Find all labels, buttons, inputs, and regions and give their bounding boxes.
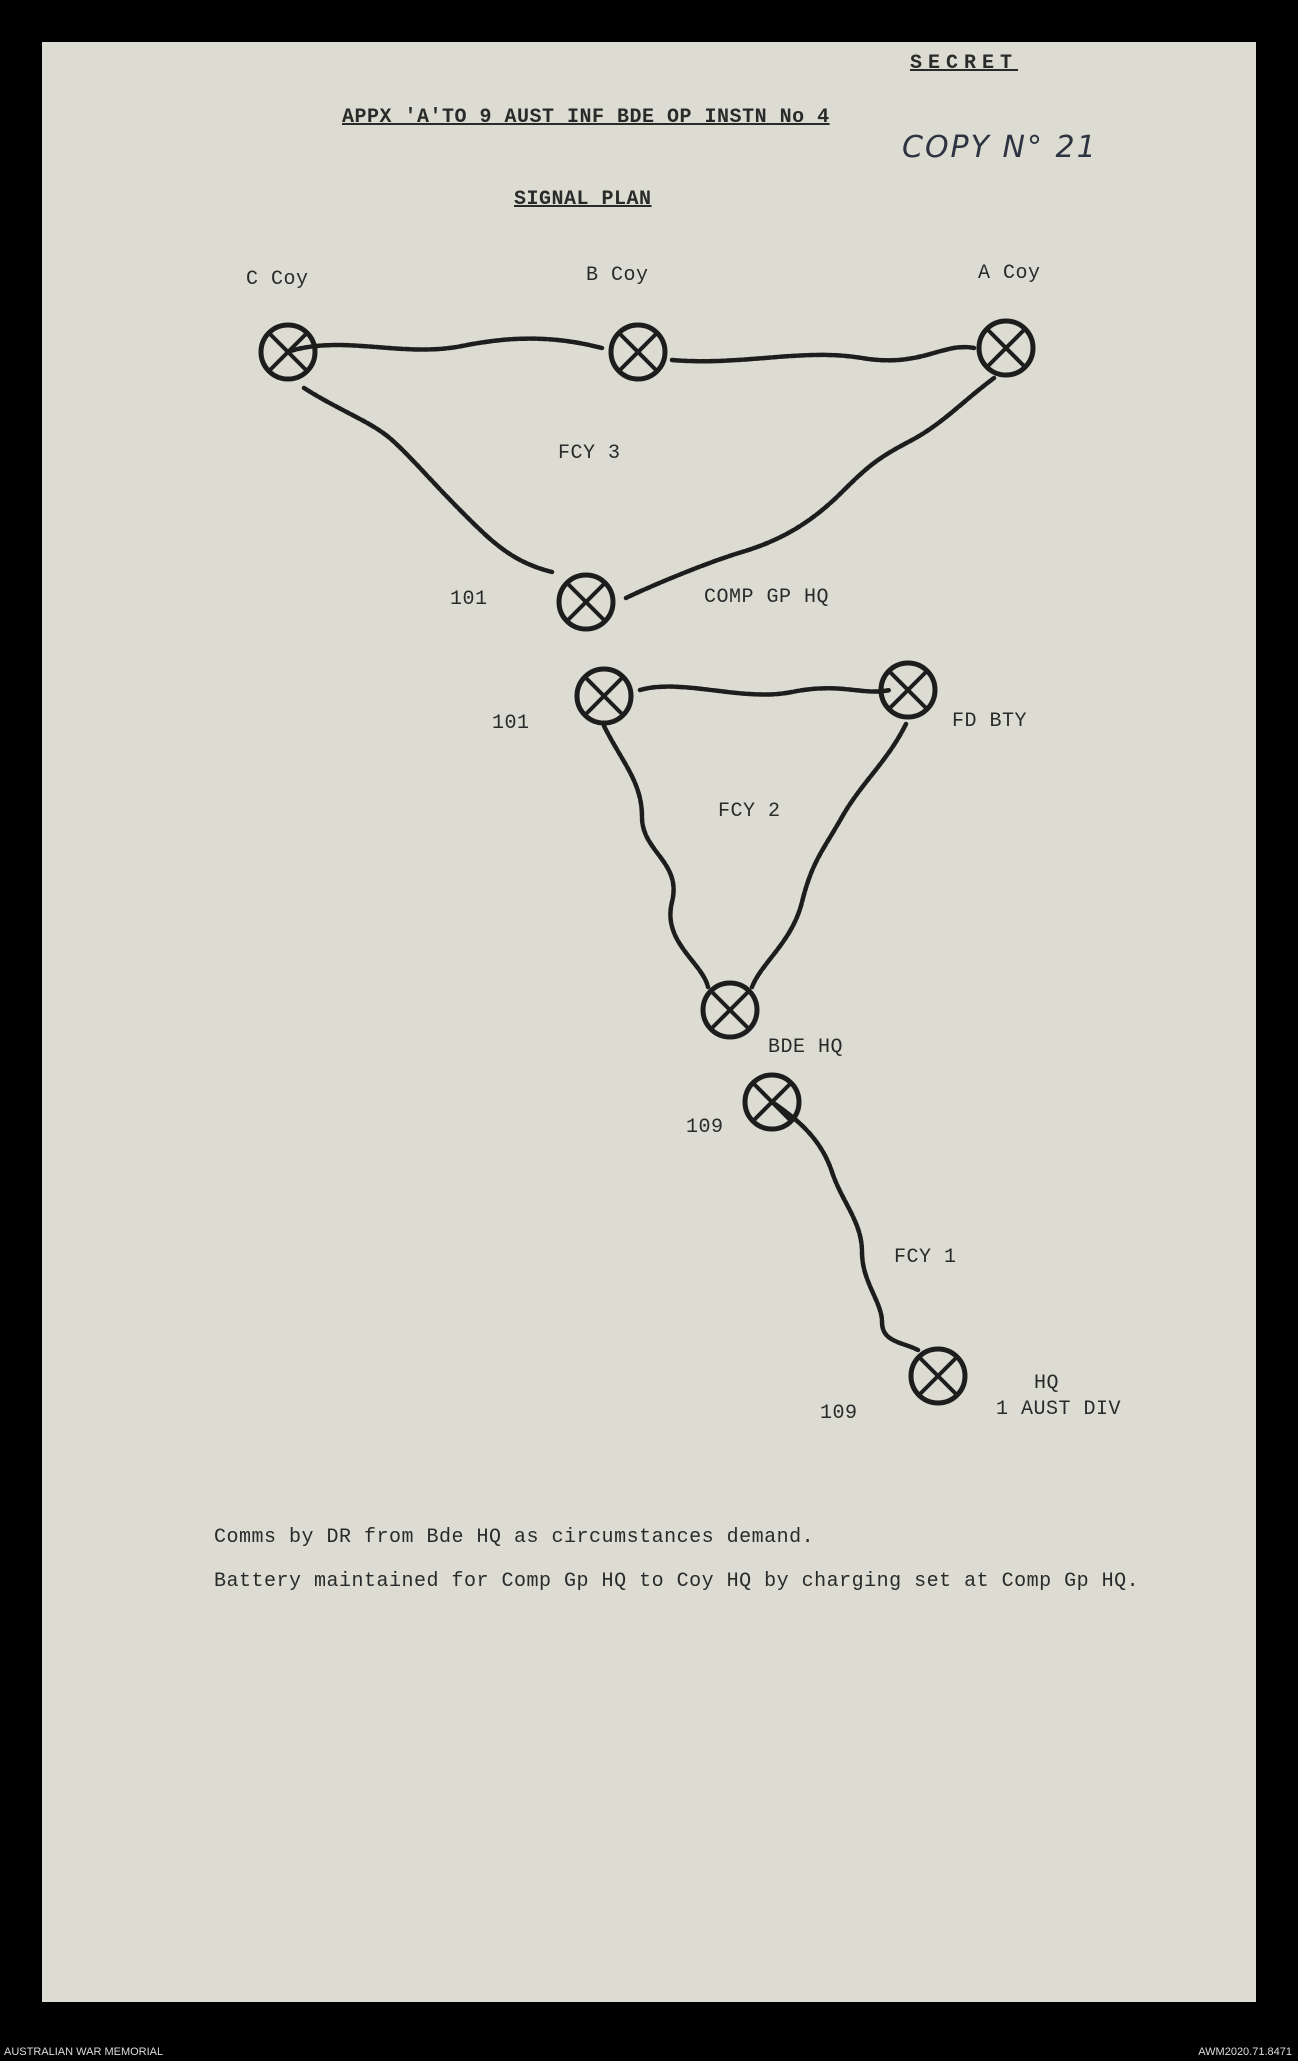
note-battery-maintained: Battery maintained for Comp Gp HQ to Coy HQ by charging set at Comp Gp HQ.	[214, 1570, 1140, 1593]
wire-b-coy-a-coy	[672, 347, 974, 361]
label-set-101-net3: 101	[450, 588, 488, 611]
signal-plan-diagram	[42, 42, 1256, 2002]
wire-c-coy-b-coy	[287, 339, 602, 352]
label-set-101-net2: 101	[492, 712, 530, 735]
wire-a-coy-comp-gp	[626, 378, 994, 598]
label-bde-hq: BDE HQ	[768, 1036, 844, 1059]
signal-plan-heading: SIGNAL PLAN	[514, 188, 652, 211]
wire-101-bde-hq	[604, 726, 708, 987]
label-div-hq: HQ	[1034, 1372, 1060, 1395]
radio-node-set-109-icon	[745, 1075, 799, 1129]
wire-101-fd-bty	[640, 687, 890, 695]
radio-node-comp-gp-hq-icon	[559, 575, 613, 629]
label-a-coy: A Coy	[978, 262, 1041, 285]
wire-fd-bty-bde-hq	[752, 724, 906, 987]
label-fcy-2: FCY 2	[718, 800, 781, 823]
footer-institution: AUSTRALIAN WAR MEMORIAL	[4, 2046, 164, 2058]
label-set-109-bottom: 109	[820, 1402, 858, 1425]
radio-node-a-coy-icon	[979, 321, 1033, 375]
document-page	[42, 42, 1256, 2002]
wire-c-coy-comp-gp	[304, 388, 552, 572]
radio-node-set-101-icon	[577, 669, 631, 723]
label-fcy-3: FCY 3	[558, 442, 621, 465]
label-set-109-top: 109	[686, 1116, 724, 1139]
radio-node-c-coy-icon	[261, 325, 315, 379]
wire-109-1-aust-div	[772, 1102, 918, 1350]
document-title: APPX 'A'TO 9 AUST INF BDE OP INSTN No 4	[342, 106, 830, 129]
classification-marking: SECRET	[910, 52, 1019, 75]
label-comp-gp-hq: COMP GP HQ	[704, 586, 830, 609]
copy-number-note: COPY N° 21	[902, 130, 1098, 165]
label-fcy-1: FCY 1	[894, 1246, 957, 1269]
footer-accession-number: AWM2020.71.8471	[1198, 2046, 1292, 2058]
radio-node-b-coy-icon	[611, 325, 665, 379]
label-b-coy: B Coy	[586, 264, 649, 287]
label-1-aust-div: 1 AUST DIV	[996, 1398, 1122, 1421]
note-comms-by-dr: Comms by DR from Bde HQ as circumstances demand.	[214, 1526, 815, 1549]
label-c-coy: C Coy	[246, 268, 309, 291]
label-fd-bty: FD BTY	[952, 710, 1028, 733]
radio-node-1-aust-div-icon	[911, 1349, 965, 1403]
radio-node-bde-hq-icon	[703, 983, 757, 1037]
